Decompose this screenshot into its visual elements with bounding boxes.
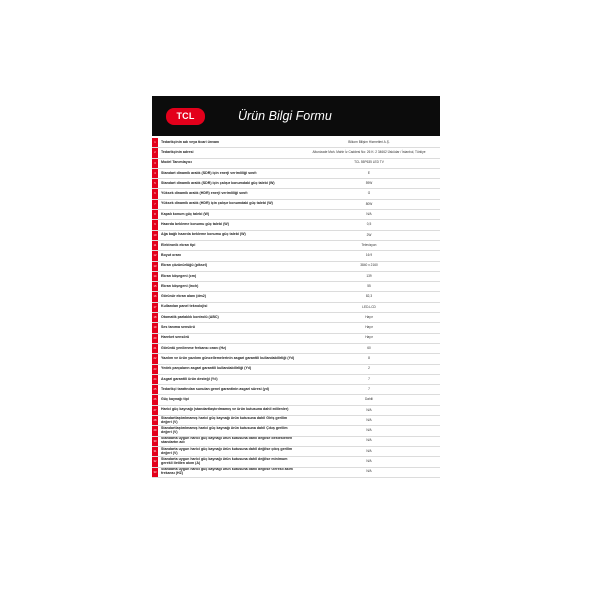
row-number: 6: [152, 189, 158, 198]
row-number: 20: [152, 334, 158, 343]
row-value: Bilkom Bilişim Hizmetleri A.Ş.: [348, 139, 390, 144]
row-value: Hayır: [365, 314, 373, 319]
spec-row: [152, 334, 440, 344]
row-value: 55: [367, 284, 371, 288]
spec-row: [152, 231, 440, 241]
row-value: 7: [368, 376, 370, 381]
row-value: N/A: [366, 459, 372, 464]
row-number: 7: [152, 200, 158, 209]
tcl-logo: [166, 108, 205, 125]
row-label: Güç kaynağı tipi: [161, 397, 189, 402]
row-value: Hayır: [365, 325, 373, 330]
row-value: 60: [367, 345, 371, 350]
row-number: 11: [152, 241, 158, 250]
row-label: Tedarikçinin adı veya ticari ünvanı: [161, 139, 220, 144]
spec-row: [152, 189, 440, 199]
row-label: Standarta uygun harici güç kaynağı ürün kutusuna dahil değilse minimum gerekli iletilen akım (A): [161, 457, 288, 465]
row-number: 13: [152, 262, 158, 271]
row-label: Ağa bağlı hazırda bekleme konumu güç talebi (W): [161, 232, 246, 237]
spec-row: [152, 457, 440, 467]
row-number: 29: [152, 426, 158, 435]
product-info-sheet: [152, 96, 440, 494]
row-value: Altunizade Mah. Mahir İz Caddesi No: 26 K: 2 34662 Üsküdar / İstanbul, Türkiye: [312, 150, 426, 155]
row-value: 8: [368, 356, 370, 361]
row-number: 19: [152, 323, 158, 332]
row-label: Boyut oranı: [161, 252, 181, 257]
row-label: Standarta uygun harici güç kaynağı ürün kutusuna dahil değilse çıkış gerilim değeri (V): [161, 446, 293, 455]
spec-row: [152, 416, 440, 426]
row-value: N/A: [366, 407, 372, 412]
spec-row: [152, 241, 440, 251]
spec-row: [152, 179, 440, 189]
spec-row: [152, 200, 440, 210]
row-label: Görüntü yenilenme frekansı oranı (Hz): [161, 345, 227, 350]
row-number: 28: [152, 416, 158, 425]
row-number: 22: [152, 354, 158, 363]
spec-row: [152, 426, 440, 436]
spec-row: [152, 468, 440, 478]
row-label: Kullanılan panel teknolojisi: [161, 304, 208, 309]
spec-row: [152, 272, 440, 282]
row-value: 59W: [365, 181, 373, 186]
spec-row: [152, 344, 440, 354]
row-number: 1: [152, 138, 158, 147]
spec-row: [152, 385, 440, 395]
spec-row: [152, 220, 440, 230]
row-number: 27: [152, 406, 158, 415]
row-number: 33: [152, 468, 158, 477]
row-value: 139: [366, 273, 372, 278]
spec-row: [152, 292, 440, 302]
row-number: 4: [152, 169, 158, 178]
spec-row: [152, 282, 440, 292]
row-label: Standartlaştırılmamış harici güç kaynağı ürün kutusuna dahil Çıkış gerilim değeri (V): [161, 426, 288, 434]
spec-row: [152, 210, 440, 220]
row-label: Ekran köşegeni (inch): [161, 283, 199, 288]
row-number: 10: [152, 231, 158, 240]
row-number: 18: [152, 313, 158, 322]
row-number: 8: [152, 210, 158, 219]
row-label: Tedarikçinin adresi: [161, 149, 194, 154]
row-value: E: [367, 170, 371, 175]
row-value: 16:9: [365, 253, 373, 258]
row-label: Harici güç kaynağı (standartlaştırılmamış ve ürün kutusuna dahil edilenler): [161, 407, 289, 412]
row-number: 24: [152, 375, 158, 384]
row-value: N/A: [366, 438, 372, 443]
spec-row: [152, 303, 440, 313]
row-label: Asgari garantili ürün desteği (Yıl): [161, 376, 218, 381]
spec-row: [152, 437, 440, 447]
row-value: 2W: [366, 232, 372, 237]
spec-row: [152, 447, 440, 457]
row-value: G: [367, 191, 371, 196]
row-value: N/A: [366, 417, 372, 422]
row-label: Yazılım ve ürün yazılımı güncellemelerinin asgari garantili kullanılabilirliği (Yıl): [161, 355, 295, 360]
row-label: Standart dinamik aralık (SDR) için enerji verimliliği sınıfı: [161, 170, 257, 175]
row-number: 2: [152, 148, 158, 157]
row-value: 0,5: [366, 222, 372, 227]
row-number: 12: [152, 251, 158, 260]
row-label: Ekran çözünürlüğü (piksel): [161, 263, 208, 268]
spec-table: [152, 138, 440, 478]
logo-text: TCL: [176, 111, 195, 121]
row-value: LED-LCD: [362, 304, 376, 309]
row-number: 9: [152, 220, 158, 229]
row-value: N/A: [366, 428, 372, 433]
row-label: Standarta uygun harici güç kaynağı ürün kutusuna dahil değilse desteklenen standartın adı: [161, 436, 293, 445]
row-label: Standart dinamik aralık (SDR) için çalışır konumdaki güç talebi (W): [161, 180, 275, 185]
row-label: Elektronik ekran tipi: [161, 242, 196, 247]
row-label: Görünür ekran alanı (dm2): [161, 294, 206, 299]
row-number: 14: [152, 272, 158, 281]
spec-row: [152, 375, 440, 385]
row-value: TCL 55P635 LED TV: [354, 160, 384, 165]
spec-row: [152, 159, 440, 169]
row-label: Standartlaştırılmamış harici güç kaynağı ürün kutusuna dahil Giriş gerilim değeri (V): [161, 416, 288, 424]
row-value: 82,3: [365, 294, 373, 299]
row-value: N/A: [366, 211, 372, 216]
row-value: N/A: [366, 448, 372, 453]
spec-row: [152, 354, 440, 364]
row-label: Model Tanımlayıcı: [161, 160, 192, 165]
row-label: Hazırda bekleme konumu güç talebi (W): [161, 222, 229, 227]
form-title: Ürün Bilgi Formu: [238, 109, 332, 123]
row-value: N/A: [366, 469, 372, 474]
row-value: 3840 x 2160: [360, 263, 378, 268]
row-value: 2: [368, 366, 370, 371]
row-value: 7: [368, 386, 370, 391]
row-number: 15: [152, 282, 158, 291]
spec-row: [152, 251, 440, 261]
row-number: 30: [152, 437, 158, 446]
row-label: Tedarikçi tarafından sunulan genel garantinin asgari süresi (yıl): [161, 386, 269, 391]
row-value: Hayır: [365, 335, 373, 340]
spec-row: [152, 169, 440, 179]
row-number: 25: [152, 385, 158, 394]
row-number: 16: [152, 292, 158, 301]
row-label: Hareket sensörü: [161, 335, 190, 340]
row-number: 23: [152, 365, 158, 374]
spec-row: [152, 138, 440, 148]
row-label: Yüksek dinamik aralık (HDR) için çalışır konumdaki güç talebi (W): [161, 201, 273, 206]
row-number: 17: [152, 303, 158, 312]
row-number: 32: [152, 457, 158, 466]
row-number: 5: [152, 179, 158, 188]
row-label: Ses tanıma sensörü: [161, 325, 195, 330]
row-label: Ekran köşegeni (cm): [161, 273, 197, 278]
spec-row: [152, 262, 440, 272]
row-number: 31: [152, 447, 158, 456]
spec-row: [152, 323, 440, 333]
row-value: 80W: [365, 201, 373, 206]
row-label: Standarta uygun harici güç kaynağı ürün kutusuna dahil değilse Gerekli akım frekansı (HZ): [161, 467, 293, 476]
row-label: Kapalı konum güç talebi (W): [161, 211, 210, 216]
row-label: Otomatik parlaklık kontrolü (ABC): [161, 314, 219, 319]
spec-row: [152, 395, 440, 405]
row-number: 26: [152, 395, 158, 404]
row-value: Televizyon: [361, 242, 377, 247]
row-number: 3: [152, 159, 158, 168]
row-label: Yüksek dinamik aralık (HDR) enerji verimliliği sınıfı: [161, 191, 248, 196]
row-number: 21: [152, 344, 158, 353]
form-header: [152, 96, 440, 136]
spec-row: [152, 148, 440, 158]
row-label: Yedek parçaların asgari garantili kullanılabilirliği (Yıl): [161, 366, 252, 371]
row-value: Dahili: [365, 397, 373, 402]
spec-row: [152, 313, 440, 323]
spec-row: [152, 365, 440, 375]
spec-row: [152, 406, 440, 416]
